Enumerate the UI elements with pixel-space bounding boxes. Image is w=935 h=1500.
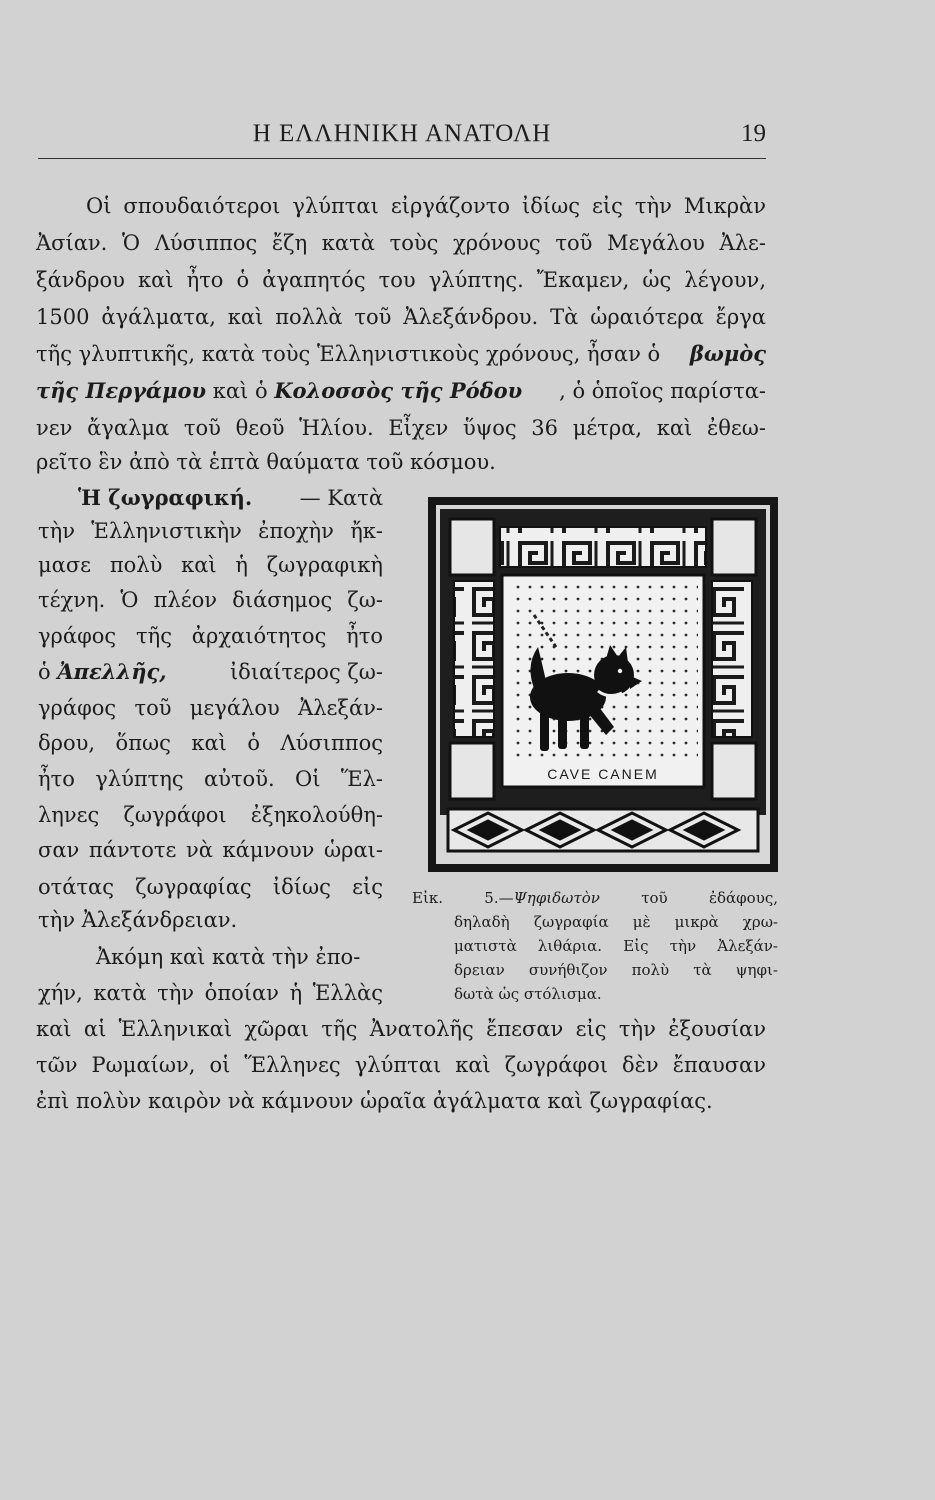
page-header	[38, 116, 766, 159]
meander-border-top	[500, 527, 706, 567]
corner-panel	[712, 519, 756, 575]
text-line: Οἱ σπουδαιότεροι γλύπται εἰργάζοντο ἰδίως εἰς τὴν Μικρὰν	[86, 194, 766, 218]
text-line: μασε πολὺ καὶ ἡ ζωγραφικὴ	[38, 553, 383, 577]
corner-panel	[450, 743, 494, 799]
emphasis-pergamon: τῆς Περγάμου	[36, 378, 207, 403]
text-line: χήν, κατὰ τὴν ὁποίαν ἡ Ἑλλὰς	[38, 981, 383, 1005]
text-line: καὶ αἱ Ἑλληνικαὶ χῶραι τῆς Ἀνατολῆς ἔπεσαν εἰς τὴν ἐξουσίαν	[36, 1017, 766, 1041]
text-segment: ἰδιαίτερος ζω-	[223, 660, 383, 684]
text-line: τέχνη. Ὁ πλέον διάσημος ζω-	[38, 588, 383, 612]
caption-line: δωτὰ ὡς στόλισμα.	[454, 985, 602, 1003]
text-line: δρου, ὅπως καὶ ὁ Λύσιππος	[38, 731, 383, 755]
emphasis-colossus: Κολοσσὸς τῆς Ρόδου	[274, 378, 523, 403]
mosaic-illustration	[428, 497, 778, 872]
text-line: τὴν Ἑλληνιστικὴν ἐποχὴν ἤκ-	[38, 519, 383, 543]
running-title: Η ΕΛΛΗΝΙΚΗ ΑΝΑΤΟΛΗ	[252, 120, 552, 147]
text-line: οτάτας ζωγραφίας ἰδίως εἰς	[38, 875, 383, 899]
text-line: σαν πάντοτε νὰ κάμνουν ὡραι-	[38, 838, 383, 862]
figure-label: Εἰκ. 5.—	[412, 889, 514, 907]
text-line: ρεῖτο ἓν ἀπὸ τὰ ἑπτὰ θαύματα τοῦ κόσμου.	[36, 450, 496, 474]
meander-border-right	[712, 581, 752, 737]
text-line: γράφος τῆς ἀρχαιότητος ἦτο	[38, 624, 383, 648]
text-line	[78, 482, 383, 514]
text-segment: — Κατὰ	[299, 486, 383, 510]
text-line	[36, 375, 766, 407]
caption-line	[412, 888, 778, 908]
text-line: ξάνδρου καὶ ἦτο ὁ ἀγαπητός του γλύπτης. Ἔκαμεν, ὡς λέγουν,	[36, 268, 766, 292]
text-line: νεν ἄγαλμα τοῦ θεοῦ Ἡλίου. Εἶχεν ὕψος 36 μέτρα, καὶ ἐθεω-	[36, 416, 766, 440]
caption-emphasis: Ψηφιδωτὸν	[513, 889, 600, 907]
mosaic-inscription: CAVE CANEM	[547, 766, 659, 782]
corner-panel	[712, 743, 756, 799]
section-heading-painting: Ἡ ζωγραφική.	[78, 485, 253, 510]
emphasis-apelles: Ἀπελλῆς,	[57, 659, 167, 684]
dog-eye	[618, 669, 622, 673]
meander-border-left	[454, 581, 494, 737]
caption-line: δηλαδὴ ζωγραφία μὲ μικρὰ χρω-	[454, 913, 778, 931]
text-segment: ὁ	[38, 660, 58, 684]
text-segment: τοῦ ἐδάφους,	[599, 889, 779, 907]
emphasis-altar: βωμὸς	[689, 341, 766, 366]
text-line: Ἀσίαν. Ὁ Λύσιππος ἔζη κατὰ τοὺς χρόνους τοῦ Μεγάλου Ἀλε-	[36, 231, 766, 255]
text-line: τῶν Ρωμαίων, οἱ Ἕλληνες γλύπται καὶ ζωγράφοι δὲν ἔπαυσαν	[36, 1053, 766, 1077]
text-line: 1500 ἀγάλματα, καὶ πολλὰ τοῦ Ἀλεξάνδρου. Τὰ ὡραιότερα ἔργα	[36, 305, 766, 329]
text-line: τὴν Ἀλεξάνδρειαν.	[38, 908, 238, 932]
mosaic-figure	[428, 497, 778, 872]
text-line: ἐπὶ πολὺν καιρὸν νὰ κάμνουν ὡραῖα ἀγάλματα καὶ ζωγραφίας.	[36, 1089, 713, 1113]
text-line	[38, 656, 383, 688]
caption-line: ματιστὰ λιθάρια. Εἰς τὴν Ἀλεξάν-	[454, 937, 778, 955]
text-line: ληνες ζωγράφοι ἐξηκολούθη-	[38, 803, 383, 827]
text-segment: καὶ ὁ	[206, 379, 275, 403]
text-segment: , ὁ ὁποῖος παρίστα-	[559, 379, 766, 403]
text-line: Ἀκόμη καὶ κατὰ τὴν ἐπο-	[96, 945, 361, 969]
caption-line: δρειαν συνήθιζον πολὺ τὰ ψηφι-	[454, 961, 778, 979]
text-segment: τῆς γλυπτικῆς, κατὰ τοὺς Ἑλληνιστικοὺς χρόνους, ἦσαν ὁ	[36, 342, 667, 366]
text-line: ἦτο γλύπτης αὐτοῦ. Οἱ Ἕλ-	[38, 767, 383, 791]
corner-panel	[450, 519, 494, 575]
text-line: γράφος τοῦ μεγάλου Ἀλεξάν-	[38, 696, 383, 720]
page-number: 19	[741, 120, 766, 147]
text-line	[36, 338, 766, 370]
